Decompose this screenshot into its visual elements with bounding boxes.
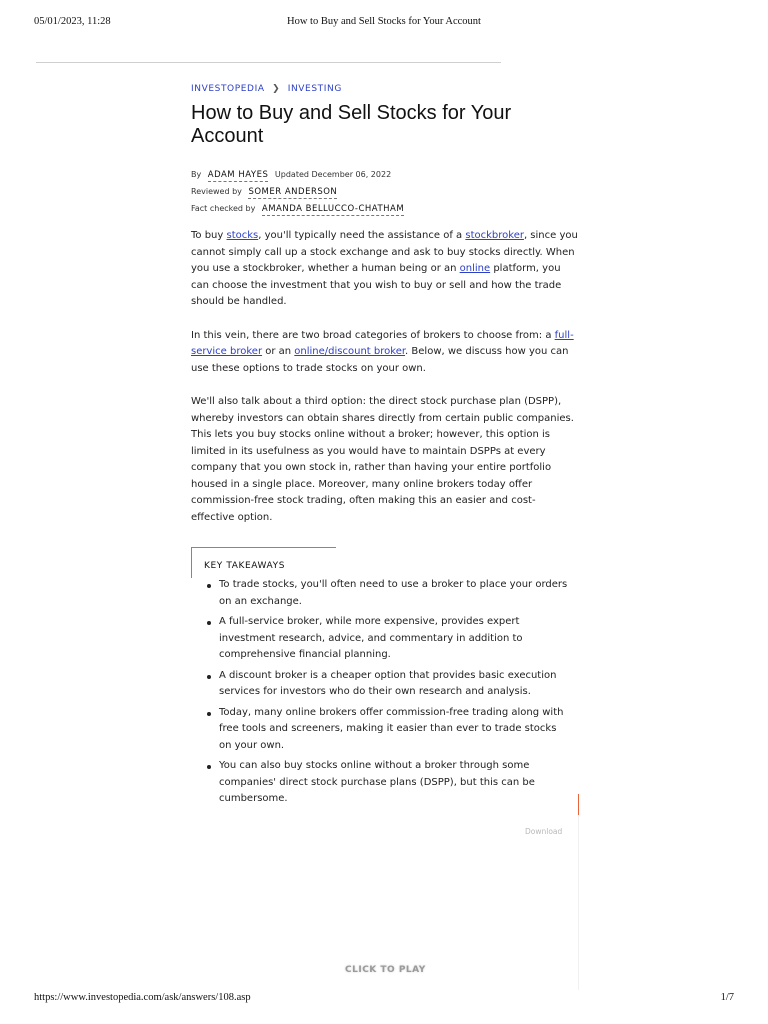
- factchecker-link[interactable]: AMANDA BELLUCCO-CHATHAM: [261, 204, 405, 214]
- list-item: [219, 614, 569, 664]
- chevron-right-icon: ❯: [272, 84, 281, 94]
- p2-text-2: or an: [262, 346, 295, 357]
- takeaway-text: Today, many online brokers offer commission-free trading along with free tools and screeners, making it easier than ever to trade stocks on your own.: [219, 706, 564, 751]
- byline-factcheck-row: [191, 200, 579, 217]
- print-datetime: 05/01/2023, 11:28: [34, 16, 111, 27]
- key-takeaways-heading: KEY TAKEAWAYS: [204, 561, 286, 571]
- top-divider: [36, 62, 501, 63]
- byline-author-row: [191, 166, 579, 183]
- p1-text-3: , since you cannot simply call up a stock exchange and ask to buy stocks directly. When you use a stockbroker, whether a human being or an: [191, 230, 578, 274]
- download-button[interactable]: Download: [525, 827, 563, 836]
- p1-text-4: platform, you can choose the investment that you wish to buy or sell and how the trade should be handled.: [191, 263, 562, 307]
- p2-text-1: In this vein, there are two broad categories of brokers to choose from: a: [191, 329, 555, 341]
- breadcrumb-investing[interactable]: INVESTING: [287, 84, 342, 94]
- list-item: [219, 758, 569, 808]
- byline: [191, 166, 579, 217]
- click-to-play-button[interactable]: CLICK TO PLAY: [345, 965, 426, 975]
- print-header: [34, 16, 734, 32]
- print-footer: [34, 992, 734, 1008]
- link-discount-broker[interactable]: online/discount broker: [294, 346, 406, 357]
- bullet-icon: [207, 584, 211, 588]
- factcheck-label: Fact checked by: [191, 204, 256, 213]
- key-takeaways-box: [191, 547, 579, 825]
- bullet-icon: [207, 765, 211, 769]
- p2-text-3: . Below, we discuss how you can use these options to trade stocks on your own.: [191, 346, 569, 374]
- list-item: [219, 705, 569, 755]
- link-stocks[interactable]: stocks: [226, 230, 259, 241]
- link-full-service-broker[interactable]: full-service broker: [191, 329, 574, 357]
- byline-reviewer-row: [191, 183, 579, 200]
- video-player[interactable]: [191, 815, 579, 990]
- takeaways-border-left: [191, 547, 192, 578]
- article: [191, 82, 579, 825]
- reviewer-link[interactable]: SOMER ANDERSON: [248, 187, 338, 197]
- takeaway-text: To trade stocks, you'll often need to use a broker to place your orders on an exchange.: [219, 579, 568, 607]
- list-item: [219, 668, 569, 701]
- article-title: How to Buy and Sell Stocks for Your Account: [191, 102, 512, 147]
- takeaway-text: A full-service broker, while more expensive, provides expert investment research, advice, and commentary in addition to comprehensive financial planning.: [219, 616, 523, 660]
- p1-text-2: , you'll typically need the assistance of a: [258, 230, 466, 241]
- paragraph-broker-types: [191, 328, 579, 378]
- breadcrumb: [191, 82, 579, 96]
- takeaway-text: You can also buy stocks online without a broker through some companies' direct stock purchase plans (DSPP), but this can be cumbersome.: [219, 760, 535, 804]
- list-item: [219, 577, 569, 610]
- link-stockbroker[interactable]: stockbroker: [465, 230, 524, 241]
- by-label: By: [191, 170, 202, 179]
- takeaways-border-top: [191, 547, 336, 548]
- bullet-icon: [207, 675, 211, 679]
- paragraph-dspp: We'll also talk about a third option: the direct stock purchase plan (DSPP), whereby investors can obtain shares directly from certain public companies. This lets you buy stocks online without a broker; however, this option is limited in its usefulness as you would have to maintain DSPPs at every company that you own stock in, rather than having your entire portfolio housed in a single place. Moreover, many online brokers today offer commission-free stock trading, often making this an easier and cost-effective option.: [191, 396, 574, 523]
- takeaway-text: A discount broker is a cheaper option that provides basic execution services for investors who do their own research and analysis.: [219, 669, 557, 697]
- link-online[interactable]: online: [459, 263, 491, 274]
- key-takeaways-list: [219, 577, 569, 812]
- print-doc-title: How to Buy and Sell Stocks for Your Account: [287, 16, 481, 27]
- print-url: https://www.investopedia.com/ask/answers/108.asp: [34, 992, 251, 1003]
- bullet-icon: [207, 712, 211, 716]
- page-number: 1/7: [720, 992, 734, 1003]
- p1-text-1: To buy: [191, 230, 227, 241]
- video-edge: [578, 815, 579, 990]
- reviewed-label: Reviewed by: [191, 187, 242, 196]
- bullet-icon: [207, 621, 211, 625]
- paragraph-intro: [191, 228, 579, 311]
- author-link[interactable]: ADAM HAYES: [207, 170, 269, 180]
- updated-date: Updated December 06, 2022: [274, 170, 392, 179]
- breadcrumb-investopedia[interactable]: INVESTOPEDIA: [191, 84, 265, 94]
